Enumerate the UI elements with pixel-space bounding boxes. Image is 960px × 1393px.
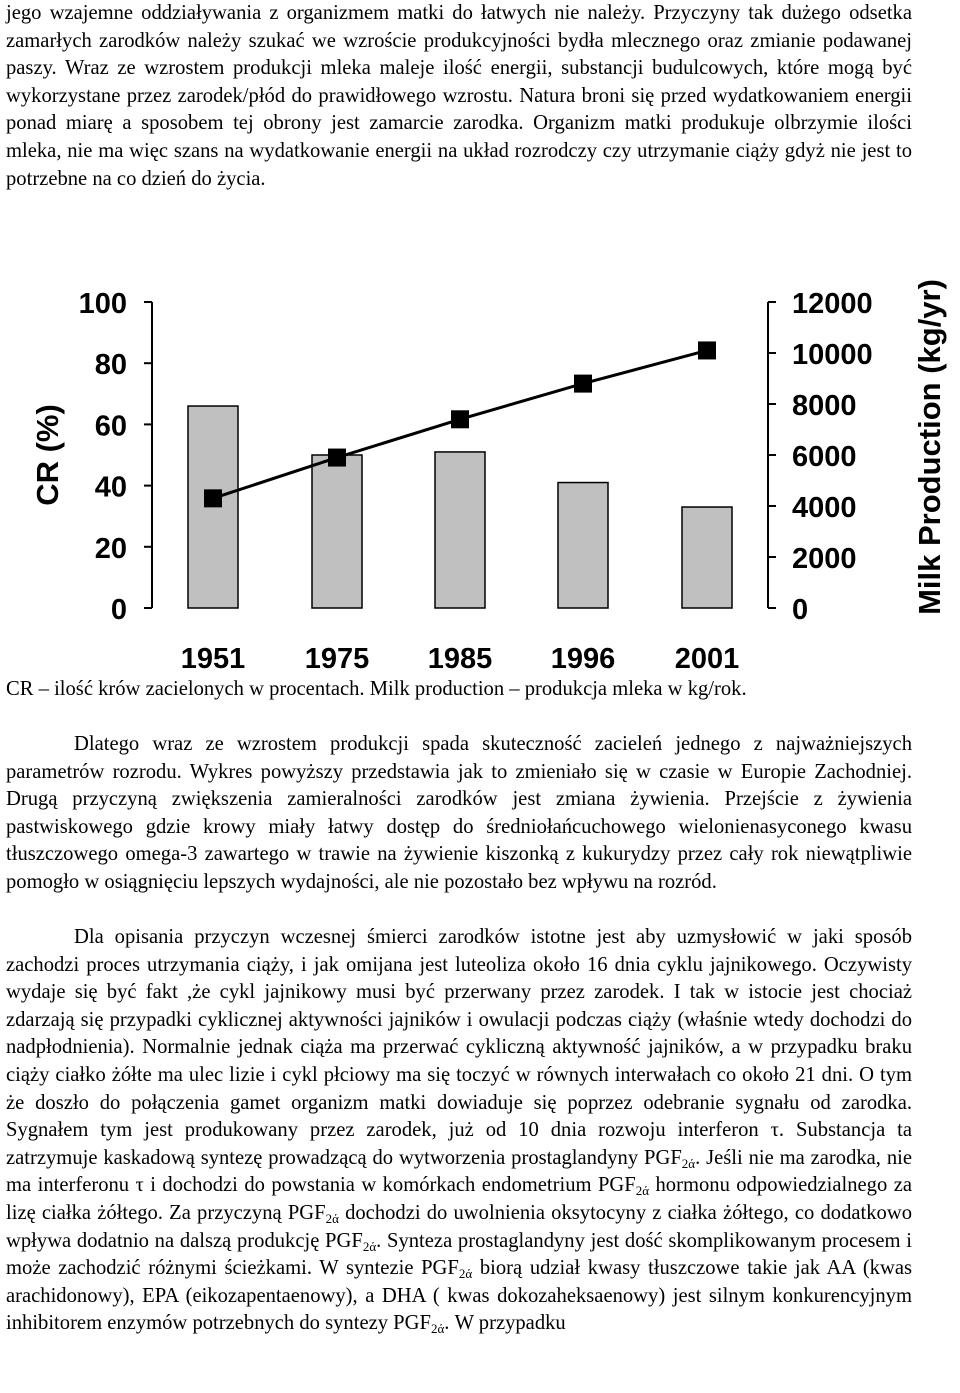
right-tick-label: 8000 — [792, 390, 857, 422]
subscript: 2ά — [430, 1321, 445, 1337]
text-run: dochodzi do uwolnienia oksytocyny z ciałka żółtego, co dodatkowo wpływa dodatnio na dalszą produkcję PGF — [6, 1201, 912, 1252]
cr-milk-production-chart — [0, 262, 960, 674]
text-run: hormonu odpowiedzialnego za lizę ciałka żółtego. Za przyczyną PGF — [6, 1174, 913, 1224]
right-tick-label: 4000 — [792, 492, 857, 524]
text-run: . Jeśli nie ma zarodka, nie ma interferonu τ i dochodzi do powstania w komórkach endometrium PGF — [6, 1146, 912, 1197]
milk-marker-1975 — [328, 449, 346, 467]
paragraph-dlatego: Dlatego wraz ze wzrostem produkcji spada skuteczność zacieleń jednego z najważniejszych parametrów rozrodu. Wykres powyższy przedstawia jak to zmieniało się w czasie w Europie Zachodniej. Drugą przyczyną zwiększenia zamieralności zarodków jest zmiana żywienia. Przejście z żywienia pastwiskowego gdzie krowy miały łatwy dostęp do średniołańcuchowego wielonienasyconego kwasu tłuszczowego omega-3 zawartego w trawie na żywienie kiszonką z kukurydzy przez cały rok niewątpliwie pomogło w osiągnięciu lepszych wydajności, ale nie pozostało bez wpływu na rozród. — [6, 733, 912, 893]
right-tick-label: 12000 — [792, 288, 873, 320]
right-tick-label: 0 — [792, 594, 809, 626]
subscript: 2ά — [681, 1155, 696, 1171]
bar-1996 — [558, 483, 608, 608]
text-run: biorą udział kwasy tłuszczowe takie jak AA (kwas arachidonowy), EPA (eikozapentaenowy), a DHA ( kwas dokozaheksaenowy) jest silnym konkurencyjnym inhibitorem enzymów potrzebnych do syntezy PGF — [6, 1257, 912, 1335]
paragraph-luteoliza — [6, 924, 912, 1338]
subscript: 2ά — [458, 1266, 473, 1282]
left-tick-label: 0 — [110, 594, 127, 626]
x-tick-label: 2001 — [674, 643, 740, 674]
left-tick-label: 60 — [94, 410, 127, 443]
right-tick-label: 6000 — [792, 441, 857, 473]
x-tick-label: 1975 — [304, 643, 370, 674]
milk-marker-2001 — [698, 341, 716, 359]
left-tick-label: 20 — [94, 532, 127, 565]
chart-caption: CR – ilość krów zacielonych w procentach. Milk production – produkcja mleka w kg/rok. — [6, 678, 747, 700]
milk-marker-1951 — [204, 489, 222, 507]
y-axis-title-left: CR (%) — [30, 404, 65, 506]
x-tick-label: 1996 — [550, 643, 616, 674]
bar-2001 — [682, 507, 732, 608]
right-tick-label: 2000 — [792, 543, 857, 575]
y-axis-title-right: Milk Production (kg/yr) — [912, 279, 947, 615]
x-tick-label: 1985 — [427, 643, 493, 674]
subscript: 2ά — [362, 1238, 377, 1254]
milk-marker-1985 — [451, 410, 469, 428]
left-tick-label: 40 — [94, 471, 127, 504]
subscript: 2ά — [325, 1210, 339, 1226]
milk-marker-1996 — [574, 375, 592, 393]
left-tick-label: 100 — [78, 288, 127, 320]
subscript: 2ά — [635, 1183, 650, 1199]
bar-1985 — [435, 452, 485, 608]
text-run: . Synteza prostaglandyny jest dość skomplikowanym procesem i może zachodzić różnymi ścieżkami. W syntezie PGF — [6, 1229, 912, 1280]
text-run: Dla opisania przyczyn wczesnej śmierci zarodków istotne jest aby uzmysłowić w jaki sposób zachodzi proces utrzymania ciąży, i jak omijana jest luteoliza około 16 dnia cyklu jajnikowego. Oczywisty wydaje się być fakt ,że cykl jajnikowy musi być przerwany przez zarodek. I tak w istocie jest chociaż zdarzają się przypadki cyklicznej aktywności jajników i owulacji podczas ciąży (właśnie wtedy dochodzi do nadpłodnienia). Normalnie jednak ciąża ma przerwać cykliczną aktywność jajników, a w przypadku braku ciąży ciałko żółte ma ulec lizie i cykl płciowy ma się toczyć w równych interwałach co około 21 dni. O tym że doszło do połączenia gamet organizm matki dowiaduje się poprzez odebranie sygnału od zarodka. Sygnałem tym jest produkowany przez zarodek, już od 10 dnia rozwoju interferon τ. Substancja ta zatrzymuje kaskadową syntezę prowadzącą do wytworzenia prostaglandyny PGF — [6, 926, 912, 1169]
paragraph-intro: jego wzajemne oddziaływania z organizmem matki do łatwych nie należy. Przyczyny tak dużego odsetka zamarłych zarodków należy szukać we wzroście produkcyjności bydła mlecznego oraz zmianie podawanej paszy. Wraz ze wzrostem produkcji mleka maleje ilość energii, substancji budulcowych, które mogą być wykorzystane przez zarodek/płód do prawidłowego wzrostu. Natura broni się przed wydatkowaniem energii ponad miarę a sposobem tej obrony jest zamarcie zarodka. Organizm matki produkuje olbrzymie ilości mleka, nie ma więc szans na wydatkowanie energii na układ rozrodczy czy utrzymanie ciąży gdyż nie jest to potrzebne na co dzień do życia. — [6, 2, 912, 190]
left-tick-label: 80 — [94, 349, 127, 382]
right-tick-label: 10000 — [792, 339, 873, 371]
text-run: . W przypadku — [444, 1312, 566, 1335]
bar-1975 — [312, 455, 362, 608]
x-tick-label: 1951 — [180, 643, 246, 674]
